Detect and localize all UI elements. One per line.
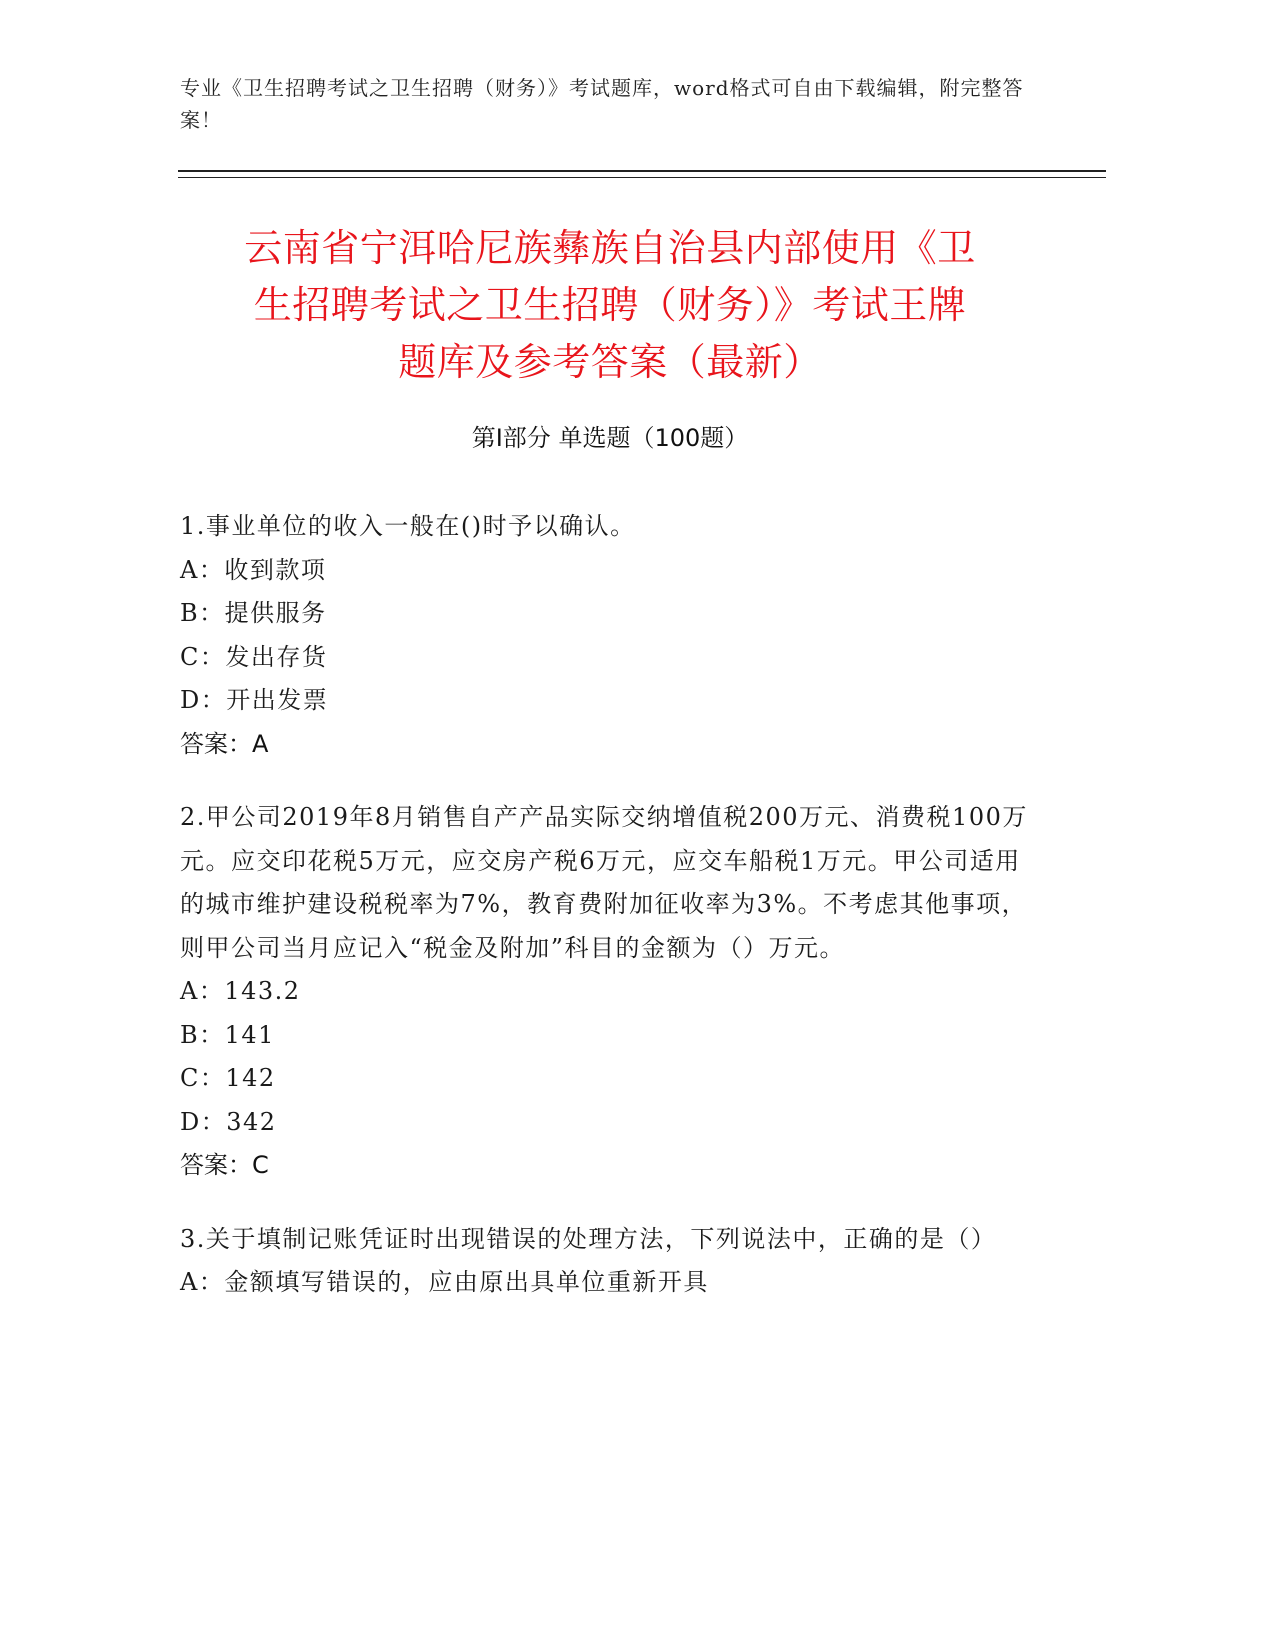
question-stem: 2.甲公司2019年8月销售自产产品实际交纳增值税200万元、消费税100万元。应交印花税5万元，应交房产税6万元，应交车船税1万元。甲公司适用的城市维护建设税税率为7%，教育费附加征收率为3%。不考虑其他事项，则甲公司当月应记入“税金及附加”科目的金额为（）万元。 [180, 803, 1028, 962]
option-d: D：开出发票 [180, 686, 329, 714]
option-d: D：342 [180, 1107, 277, 1136]
option-a: A：金额填写错误的，应由原出具单位重新开具 [180, 1268, 709, 1296]
question-list [180, 505, 1040, 1335]
option-b: B：141 [180, 1020, 275, 1049]
option-c: C：142 [180, 1064, 276, 1092]
option-c: C：发出存货 [180, 642, 328, 671]
title-line-3: 题库及参考答案（最新） [398, 340, 822, 384]
question-stem: 1.事业单位的收入一般在()时予以确认。 [180, 512, 636, 540]
header-divider-thin [178, 177, 1106, 178]
question-stem: 3.关于填制记账凭证时出现错误的处理方法，下列说法中，正确的是（） [180, 1224, 997, 1253]
option-b: B：提供服务 [180, 599, 327, 627]
header-divider-thick [178, 170, 1106, 172]
document-title [180, 220, 1040, 391]
answer: 答案：C [180, 1151, 269, 1179]
option-a: A：143.2 [180, 977, 301, 1005]
option-a: A：收到款项 [180, 555, 327, 584]
answer: 答案：A [180, 729, 269, 758]
title-line-2: 生招聘考试之卫生招聘（财务）》考试王牌 [253, 283, 967, 327]
question-1 [180, 505, 1040, 766]
title-line-1: 云南省宁洱哈尼族彝族自治县内部使用《卫 [244, 226, 976, 270]
question-2 [180, 796, 1040, 1188]
question-3 [180, 1218, 1040, 1305]
header-note: 专业《卫生招聘考试之卫生招聘（财务）》考试题库，word格式可自由下载编辑，附完整答案！ [180, 76, 1024, 132]
section-title: 第Ⅰ部分 单选题（100题） [471, 424, 749, 452]
